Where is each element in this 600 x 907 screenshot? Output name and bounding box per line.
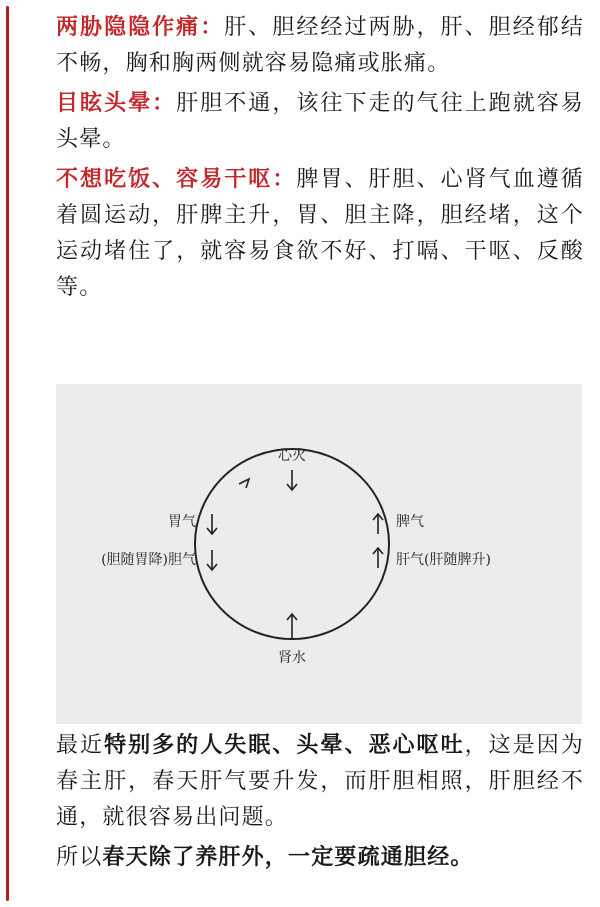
symptom-paragraph: [56, 86, 584, 158]
symptom-paragraph: [56, 162, 584, 306]
closing-suffix: ，这是因为春主肝，春天肝气要升发，而肝胆相照，肝胆经不通，就很容易出问题。: [56, 733, 584, 830]
symptom-heading: 两胁隐隐作痛：: [56, 15, 225, 40]
symptom-paragraph: [56, 10, 584, 82]
label-kidney-water: 肾水: [278, 650, 306, 666]
symptom-text: 肝胆不通，该往下走的气往上跑就容易头晕。: [56, 91, 584, 152]
top-down-arrow: [287, 470, 297, 490]
symptom-text: 肝、胆经经过两胁，肝、胆经郁结不畅，胸和胸两侧就容易隐痛或胀痛。: [56, 15, 584, 76]
closing-paragraph: [56, 840, 584, 876]
left-lower-down-arrow: [207, 550, 217, 570]
symptom-heading: 目眩头晕：: [56, 91, 177, 116]
right-upper-up-arrow: [373, 514, 383, 534]
label-heart-fire: 心火: [278, 448, 306, 464]
article-body: [56, 10, 584, 310]
circulation-diagram-svg: [56, 384, 582, 724]
closing-prefix: 最近: [56, 733, 105, 758]
label-liver-qi: 肝气(肝随脾升): [396, 552, 491, 568]
closing-text: [56, 728, 584, 880]
closing-emphasis: 春天除了养肝外，一定要疏通胆经。: [102, 845, 474, 870]
circle-arrowhead: [239, 479, 249, 488]
symptom-heading: 不想吃饭、容易干呕：: [56, 167, 297, 192]
label-stomach-qi: 胃气: [168, 514, 196, 530]
circulation-diagram: [56, 384, 582, 724]
bottom-up-arrow: [287, 614, 297, 638]
closing-prefix: 所以: [56, 845, 103, 870]
right-lower-up-arrow: [373, 548, 383, 568]
closing-paragraph: [56, 728, 584, 836]
closing-emphasis: 特别多的人失眠、头晕、恶心呕吐: [104, 733, 465, 758]
left-upper-down-arrow: [207, 514, 217, 534]
label-spleen-qi: 脾气: [396, 514, 424, 530]
label-gallbladder-qi: (胆随胃降)胆气: [101, 552, 196, 568]
symptom-text: 脾胃、肝胆、心肾气血遵循着圆运动，肝脾主升，胃、胆主降，胆经堵，这个运动堵住了，就容易食欲不好、打嗝、干呕、反酸等。: [56, 167, 584, 300]
left-accent-rule: [6, 6, 9, 901]
